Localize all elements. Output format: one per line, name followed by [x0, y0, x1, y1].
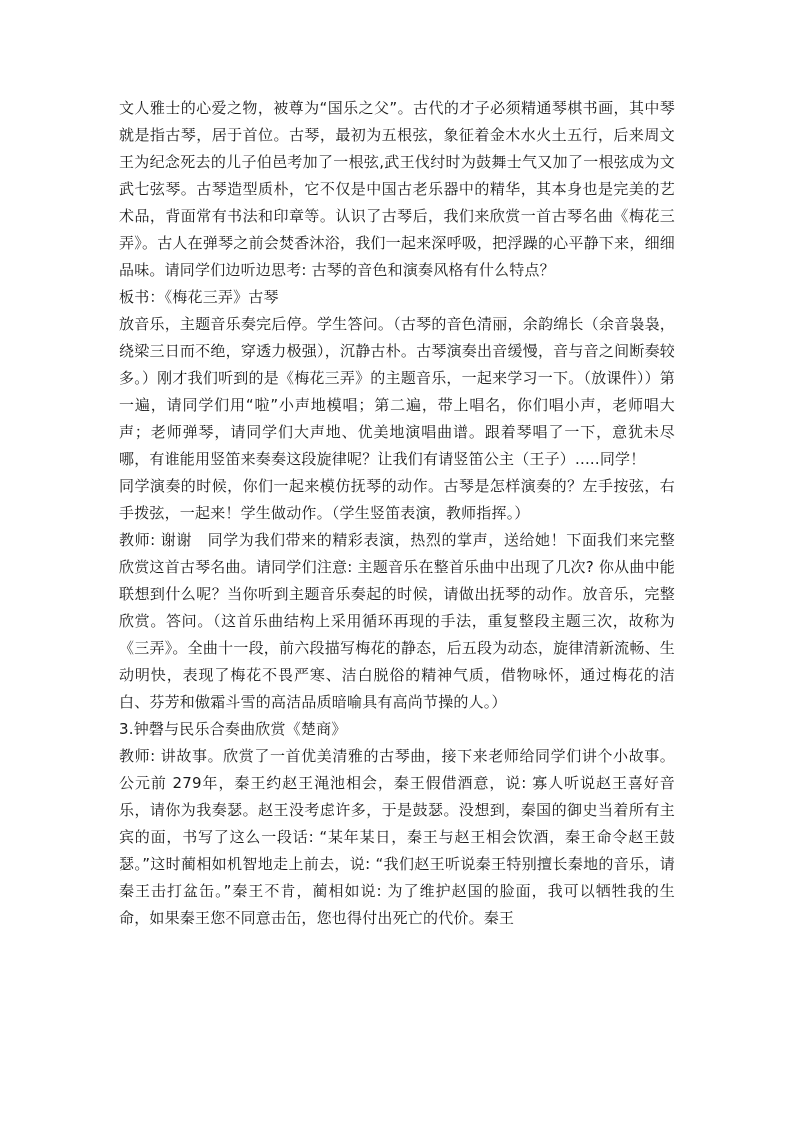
paragraph-teacher-story: 教师: 讲故事。欣赏了一首优美清雅的古琴曲，接下来老师给同学们讲个小故事。公元前 279年，秦王约赵王渑池相会，秦王假借酒意，说: 寡人听说赵王喜好音乐，请你为我奏瑟。赵王没考虑许多，于是鼓瑟。没想到，秦国的御史当着所有主宾的面，书写了这么一段话: “某年某日，秦王与赵王相会饮酒，秦王命令赵王鼓瑟。”这时蔺相如机智地走上前去，说: “我们赵王听说秦王特别擅长秦地的音乐，请秦王击打盆缶。”秦王不肯，蔺相如说: 为了维护赵国的脸面，我可以牺牲我的生命，如果秦王您不同意击缶，您也得付出死亡的代价。秦王	[119, 747, 675, 927]
paragraph-teacher-full-listening: 教师: 谢谢 同学为我们带来的精彩表演，热烈的掌声，送给她！下面我们来完整欣赏这首古琴名曲。请同学们注意: 主题音乐在整首乐曲中出现了几次? 你从曲中能联想到什么呢？当你听到主题音乐奏起的时候，请做出抚琴的动作。放音乐，完整欣赏。答问。（这首乐曲结构上采用循环再现的手法，重复整段主题三次，故称为《三弄》。全曲十一段，前六段描写梅花的静态，后五段为动态，旋律清新流畅、生动明快，表现了梅花不畏严寒、洁白脱俗的精神气质，借物咏怀，通过梅花的洁白、芬芳和傲霜斗雪的高洁品质暗喻具有高尚节操的人。）	[119, 531, 675, 711]
paragraph-guqin-intro: 文人雅士的心爱之物，被尊为“国乐之父”。古代的才子必须精通琴棋书画，其中琴就是指古琴，居于首位。古琴，最初为五根弦，象征着金木水火土五行，后来周文王为纪念死去的儿子伯邑考加了一根弦,武王伐纣时为鼓舞士气又加了一根弦成为文武七弦琴。古琴造型质朴，它不仅是中国古老乐器中的精华，其本身也是完美的艺术品，背面常有书法和印章等。认识了古琴后，我们来欣赏一首古琴名曲《梅花三弄》。古人在弹琴之前会焚香沐浴，我们一起来深呼吸，把浮躁的心平静下来，细细品味。请同学们边听边思考: 古琴的音色和演奏风格有什么特点？	[119, 99, 675, 279]
section-heading-chushang: 3.钟磬与民乐合奏曲欣赏《楚商》	[119, 720, 347, 738]
document-body	[119, 95, 675, 932]
paragraph-blackboard-note: 板书：《梅花三弄》古琴	[119, 288, 279, 306]
paragraph-student-performance: 同学演奏的时候，你们一起来模仿抚琴的动作。古琴是怎样演奏的？左手按弦，右手拨弦，一起来！学生做动作。（学生竖笛表演，教师指挥。）	[119, 477, 675, 522]
paragraph-play-music: 放音乐，主题音乐奏完后停。学生答问。（古琴的音色清丽，余韵绵长（余音袅袅，绕梁三日而不绝，穿透力极强），沉静古朴。古琴演奏出音缓慢，音与音之间断奏较多。）刚才我们听到的是《梅花三弄》的主题音乐，一起来学习一下。（放课件））第一遍，请同学们用“啦”小声地模唱；第二遍，带上唱名，你们唱小声，老师唱大声；老师弹琴，请同学们大声地、优美地演唱曲谱。跟着琴唱了一下，意犹未尽哪，有谁能用竖笛来奏奏这段旋律呢？让我们有请竖笛公主（王子）.....同学！	[119, 315, 675, 468]
